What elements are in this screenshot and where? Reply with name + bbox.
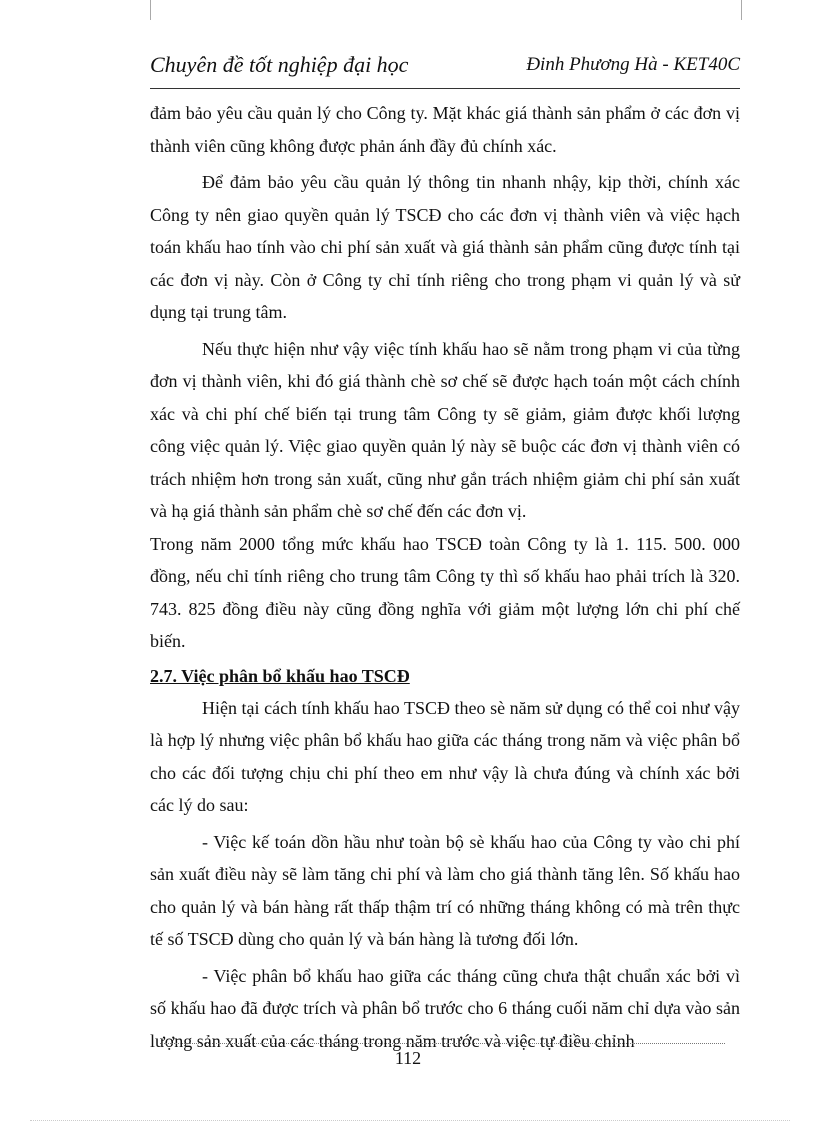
page-header	[150, 52, 740, 86]
paragraph: Hiện tại cách tính khấu hao TSCĐ theo sè năm sử dụng có thể coi như vậy là hợp lý nhưng việc phân bổ khấu hao giữa các tháng trong năm và việc phân bổ cho các đối tượng chịu chi phí theo em như vậy là chưa đúng và chính xác bởi các lý do sau:	[150, 697, 740, 815]
section-heading: 2.7. Việc phân bổ khấu hao TSCĐ	[150, 665, 410, 686]
paragraph: đảm bảo yêu cầu quản lý cho Công ty. Mặt khác giá thành sản phẩm ở các đơn vị thành viên cũng không được phản ánh đầy đủ chính xác.	[150, 103, 740, 156]
header-divider	[150, 88, 740, 89]
paragraph: Để đảm bảo yêu cầu quản lý thông tin nhanh nhậy, kịp thời, chính xác Công ty nên giao quyền quản lý TSCĐ cho các đơn vị thành viên và việc hạch toán khấu hao tính vào chi phí sản xuất và giá thành sản phẩm cũng được tính tại các đơn vị này. Còn ở Công ty chỉ tính riêng cho trong phạm vi quản lý và sử dụng tại trung tâm.	[150, 172, 740, 322]
footer-divider	[160, 1043, 725, 1044]
paragraph: Trong năm 2000 tổng mức khấu hao TSCĐ toàn Công ty là 1. 115. 500. 000 đồng, nếu chỉ tính riêng cho trung tâm Công ty thì số khấu hao phải trích là 320. 743. 825 đồng điều này cũng đồng nghĩa với giảm một lượng lớn chi phí chế biến.	[150, 533, 740, 651]
page-frame-top	[150, 0, 742, 20]
document-body	[150, 97, 740, 1057]
page-number: 112	[394, 1048, 422, 1068]
header-title: Chuyên đề tốt nghiệp đại học	[150, 52, 409, 77]
paragraph: Nếu thực hiện như vậy việc tính khấu hao sẽ nằm trong phạm vi của từng đơn vị thành viên, khi đó giá thành chè sơ chế sẽ được hạch toán một cách chính xác và chi phí chế biến tại trung tâm Công ty sẽ giảm, giảm được khối lượng công việc quản lý. Việc giao quyền quản lý này sẽ buộc các đơn vị thành viên có trách nhiệm hơn trong sản xuất, cũng như gắn trách nhiệm giảm chi phí sản xuất và hạ giá thành sản phẩm chè sơ chế đến các đơn vị.	[150, 338, 740, 521]
page-bottom-edge	[30, 1120, 790, 1121]
paragraph: - Việc kế toán dồn hầu như toàn bộ sè khấu hao của Công ty vào chi phí sản xuất điều này sẽ làm tăng chi phí và làm cho giá thành tăng lên. Số khấu hao cho quản lý và bán hàng rất thấp thậm trí có những tháng không có mà trên thực tế số TSCĐ dùng cho quản lý và bán hàng là tương đối lớn.	[150, 831, 740, 949]
paragraph: - Việc phân bổ khấu hao giữa các tháng cũng chưa thật chuẩn xác bởi vì số khấu hao đã được trích và phân bổ trước cho 6 tháng cuối năm chỉ dựa vào sản lượng sản xuất của các tháng trong năm trước và việc tự điều chỉnh	[150, 965, 740, 1051]
header-author: Đinh Phương Hà - KET40C	[526, 54, 740, 75]
